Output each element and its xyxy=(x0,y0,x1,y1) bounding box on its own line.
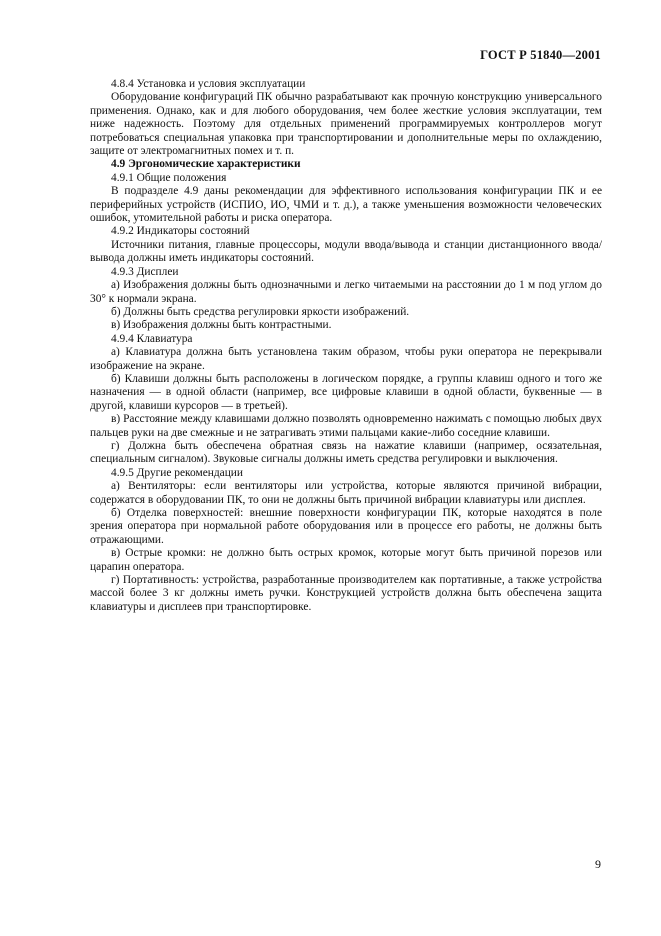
list-item: б) Клавиши должны быть расположены в логическом порядке, а группы клавиш одного и того же назначения — в одной области (например, все цифровые клавиши в одной области, буквенные — в другой, клавиши курсоров — в третьей). xyxy=(90,372,602,412)
paragraph: Источники питания, главные процессоры, модули ввода/вывода и станции дистанционного ввода/вывода должны иметь индикаторы состояний. xyxy=(90,238,602,265)
list-item: б) Отделка поверхностей: внешние поверхности конфигурации ПК, которые находятся в поле зрения оператора при нормальной работе оборудования или в процессе его работы, не должны быть отражающими. xyxy=(90,507,602,546)
list-item: в) Острые кромки: не должно быть острых кромок, которые могут быть причиной порезов или царапин оператора. xyxy=(90,547,602,573)
page-number: 9 xyxy=(595,857,601,871)
list-item: в) Расстояние между клавишами должно позволять одновременно нажимать с помощью любых двух пальцев руки на две смежные и не затрагивать этими пальцами какие-либо соседние клавиши. xyxy=(90,413,602,439)
list-item: а) Вентиляторы: если вентиляторы или устройства, которые являются причиной вибрации, содержатся в оборудовании ПК, то они не должны быть причиной вибрации клавиатуры или дисплея. xyxy=(90,480,602,506)
section-4-9-5-title: 4.9.5 Другие рекомендации xyxy=(111,466,243,479)
list-item: а) Клавиатура должна быть установлена таким образом, чтобы руки оператора не перекрывали изображение на экране. xyxy=(90,346,602,372)
paragraph: В подразделе 4.9 даны рекомендации для эффективного использования конфигурации ПК и ее периферийных устройств (ИСПИО, ИО, ЧМИ и т. д.), а также уменьшения возможности человеческих ошибок, утомительной работы и риска оператора. xyxy=(90,185,602,225)
list-item: б) Должны быть средства регулировки яркости изображений. xyxy=(111,305,410,318)
list-item: г) Портативность: устройства, разработанные производителем как портативные, а также устройства массой более 3 кг должны иметь ручки. Конструкцией устройств должна быть обеспечена защита клавиатуры и дисплеев при транспортировке. xyxy=(90,574,602,613)
document-header: ГОСТ Р 51840—2001 xyxy=(480,48,601,62)
list-item: а) Изображения должны быть однозначными и легко читаемыми на расстоянии до 1 м под углом до 30° к нормали экрана. xyxy=(90,279,602,305)
section-4-9-1-title: 4.9.1 Общие положения xyxy=(111,171,227,184)
section-4-9-heading: 4.9 Эргономические характеристики xyxy=(111,158,301,171)
section-4-9-3-title: 4.9.3 Дисплеи xyxy=(111,265,179,278)
document-body xyxy=(90,78,602,614)
list-item: в) Изображения должны быть контрастными. xyxy=(111,319,332,332)
paragraph: Оборудование конфигураций ПК обычно разрабатывают как прочную конструкцию универсального применения. Однако, как и для любого оборудования, чем более жесткие условия эксплуатации, тем ниже надежность. Поэтому для отдельных применений программируемых контроллеров могут потребоваться специальная упаковка при транспортировании и дополнительные меры по охлаждению, защите от электромагнитных помех и т. п. xyxy=(90,91,602,158)
list-item: г) Должна быть обеспечена обратная связь на нажатие клавиши (например, осязательная, специальным сигналом). Звуковые сигналы должны иметь средства регулировки и выключения. xyxy=(90,439,602,466)
section-4-8-4-title: 4.8.4 Установка и условия эксплуатации xyxy=(111,78,306,90)
section-4-9-2-title: 4.9.2 Индикаторы состояний xyxy=(111,225,250,238)
section-4-9-4-title: 4.9.4 Клавиатура xyxy=(111,332,193,345)
